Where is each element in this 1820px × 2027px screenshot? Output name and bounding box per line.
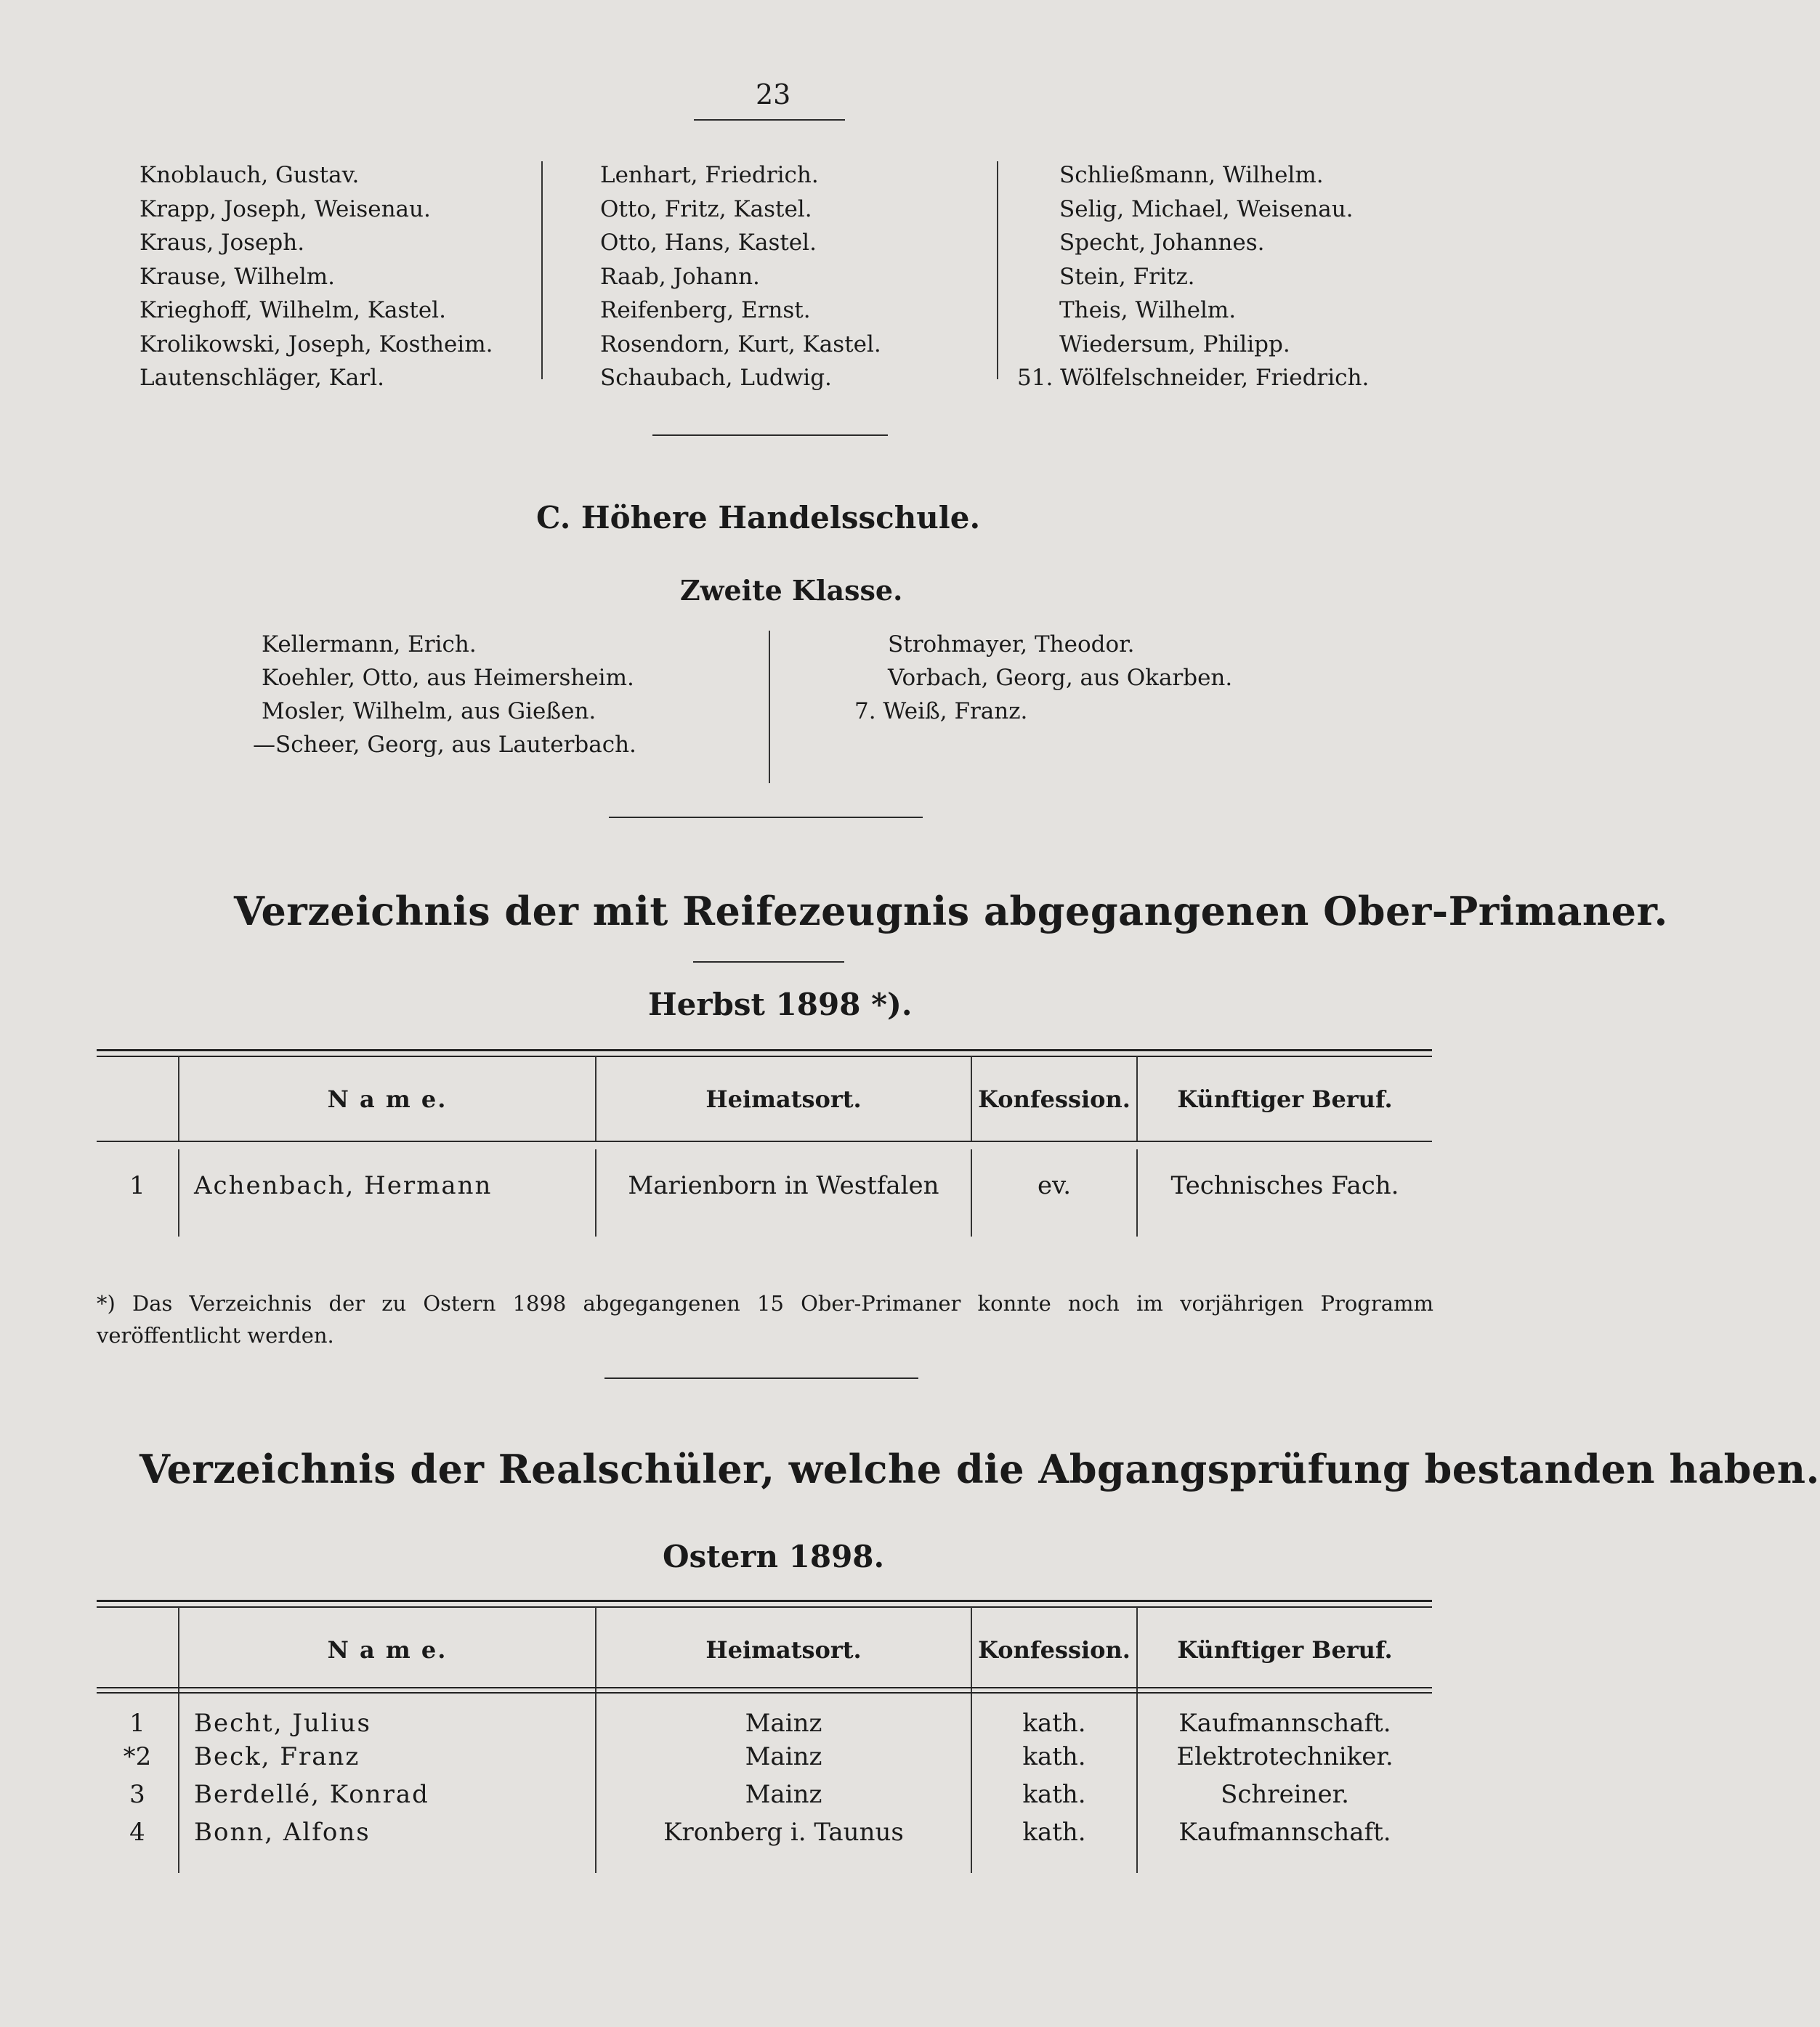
spacer-cell xyxy=(97,1142,1432,1149)
table-spacer xyxy=(97,1142,1432,1149)
row-beruf: Kaufmannschaft. xyxy=(1137,1813,1432,1851)
spacer-cell xyxy=(596,1851,971,1873)
row-konfession: ev. xyxy=(971,1149,1137,1222)
table-row xyxy=(97,1738,1432,1776)
divider xyxy=(652,434,888,436)
row-number: 4 xyxy=(129,1818,145,1847)
list-item: Krolikowski, Joseph, Kostheim. xyxy=(139,331,493,357)
row-konfession: kath. xyxy=(971,1693,1137,1738)
col-konfession-header: Konfession. xyxy=(971,1607,1137,1693)
spacer-cell xyxy=(596,1222,971,1237)
list-item: —Scheer, Georg, aus Lauterbach. xyxy=(253,732,636,758)
list-item: Strohmayer, Theodor. xyxy=(888,631,1135,658)
klasse-right-column xyxy=(854,628,1232,728)
col-number-header xyxy=(97,1056,179,1142)
table-header-rule xyxy=(97,1687,1432,1694)
spacer-cell xyxy=(971,1222,1137,1237)
col-number-header xyxy=(97,1607,179,1693)
klasse-left-column xyxy=(253,628,636,761)
column-divider xyxy=(541,161,543,379)
row-heimatsort: Mainz xyxy=(596,1693,971,1738)
list-item: Krieghoff, Wilhelm, Kastel. xyxy=(139,297,446,323)
spacer-cell xyxy=(97,1222,179,1237)
row-konfession: kath. xyxy=(971,1738,1137,1776)
row-beruf: Elektrotechniker. xyxy=(1137,1738,1432,1776)
row-konfession: kath. xyxy=(971,1776,1137,1813)
table-header-row xyxy=(97,1607,1432,1693)
list-item: Lenhart, Friedrich. xyxy=(600,162,819,188)
list-item: Mosler, Wilhelm, aus Gießen. xyxy=(262,698,596,724)
row-name: Beck, Franz xyxy=(179,1738,596,1776)
spacer-cell xyxy=(1137,1851,1432,1873)
table-row xyxy=(97,1149,1432,1222)
spacer-cell xyxy=(179,1851,596,1873)
footnote: *) Das Verzeichnis der zu Ostern 1898 abgegangenen 15 Ober-Primaner konnte noch im vorjährigen Programm veröffentlicht werden. xyxy=(97,1291,1433,1348)
list-item: Lautenschläger, Karl. xyxy=(139,365,384,391)
spacer-cell xyxy=(1137,1222,1432,1237)
table-row xyxy=(97,1693,1432,1738)
list-item: Otto, Hans, Kastel. xyxy=(600,230,817,256)
list-item: 7. Weiß, Franz. xyxy=(854,698,1028,724)
row-name: Bonn, Alfons xyxy=(179,1813,596,1851)
row-heimatsort: Mainz xyxy=(596,1776,971,1813)
spacer-cell xyxy=(97,1851,179,1873)
col-heimatsort-header: Heimatsort. xyxy=(596,1056,971,1142)
column-divider xyxy=(769,631,770,783)
list-item: Wiedersum, Philipp. xyxy=(1059,331,1290,357)
row-heimatsort: Kronberg i. Taunus xyxy=(596,1813,971,1851)
realschueler-subtitle: Ostern 1898. xyxy=(663,1539,885,1574)
row-name: Achenbach, Hermann xyxy=(179,1149,596,1222)
name-column-2 xyxy=(600,158,881,395)
col-heimatsort-header: Heimatsort. xyxy=(596,1607,971,1693)
row-number: 1 xyxy=(129,1709,145,1738)
table-row xyxy=(97,1776,1432,1813)
row-number: 1 xyxy=(129,1171,145,1200)
realschueler-title: Verzeichnis der Realschüler, welche die Abgangsprüfung bestanden haben. xyxy=(139,1446,1820,1492)
reifezeugnis-subtitle: Herbst 1898 *). xyxy=(648,987,913,1022)
list-item: Kraus, Joseph. xyxy=(139,230,305,256)
reifezeugnis-table xyxy=(97,1056,1432,1237)
row-heimatsort: Marienborn in Westfalen xyxy=(596,1149,971,1222)
realschueler-table xyxy=(97,1607,1432,1873)
row-heimatsort: Mainz xyxy=(596,1738,971,1776)
list-item: Krapp, Joseph, Weisenau. xyxy=(139,195,431,222)
col-beruf-header: Künftiger Beruf. xyxy=(1137,1056,1432,1142)
row-beruf: Schreiner. xyxy=(1137,1776,1432,1813)
col-name-header: N a m e. xyxy=(179,1056,596,1142)
table-spacer xyxy=(97,1222,1432,1237)
list-item: Rosendorn, Kurt, Kastel. xyxy=(600,331,881,357)
list-item: Reifenberg, Ernst. xyxy=(600,297,811,323)
list-item: Krause, Wilhelm. xyxy=(139,263,336,290)
list-item: Kellermann, Erich. xyxy=(262,631,477,658)
row-beruf: Technisches Fach. xyxy=(1137,1149,1432,1222)
name-column-1 xyxy=(139,158,493,395)
divider xyxy=(693,961,844,963)
column-divider xyxy=(997,161,998,379)
name-column-3 xyxy=(1017,158,1369,395)
col-beruf-header: Künftiger Beruf. xyxy=(1137,1607,1432,1693)
table-header-row xyxy=(97,1056,1432,1142)
list-item: 51. Wölfelschneider, Friedrich. xyxy=(1017,365,1370,391)
list-item: Otto, Fritz, Kastel. xyxy=(600,195,812,222)
section-title: C. Höhere Handelsschule. xyxy=(536,500,981,535)
list-item: Raab, Johann. xyxy=(600,263,760,290)
row-name: Berdellé, Konrad xyxy=(179,1776,596,1813)
list-item: Koehler, Otto, aus Heimersheim. xyxy=(262,665,634,691)
divider xyxy=(609,817,923,818)
list-item: Selig, Michael, Weisenau. xyxy=(1059,195,1354,222)
col-name-header: N a m e. xyxy=(179,1607,596,1693)
page-number: 23 xyxy=(756,78,791,110)
reifezeugnis-title: Verzeichnis der mit Reifezeugnis abgegangenen Ober-Primaner. xyxy=(234,888,1668,934)
section-subtitle: Zweite Klasse. xyxy=(680,574,903,607)
spacer-cell xyxy=(179,1222,596,1237)
spacer-cell xyxy=(971,1851,1137,1873)
row-number: *2 xyxy=(123,1742,152,1771)
table-spacer xyxy=(97,1851,1432,1873)
divider xyxy=(604,1377,918,1379)
list-item: Knoblauch, Gustav. xyxy=(139,162,360,188)
row-konfession: kath. xyxy=(971,1813,1137,1851)
list-item: Theis, Wilhelm. xyxy=(1059,297,1237,323)
divider xyxy=(694,119,845,121)
row-number: 3 xyxy=(129,1780,145,1809)
table-header-rule xyxy=(97,1141,1432,1142)
list-item: Schaubach, Ludwig. xyxy=(600,365,832,391)
list-item: Specht, Johannes. xyxy=(1059,230,1265,256)
table-row xyxy=(97,1813,1432,1851)
row-name: Becht, Julius xyxy=(179,1693,596,1738)
list-item: Stein, Fritz. xyxy=(1059,263,1195,290)
list-item: Schließmann, Wilhelm. xyxy=(1059,162,1324,188)
row-beruf: Kaufmannschaft. xyxy=(1137,1693,1432,1738)
list-item: Vorbach, Georg, aus Okarben. xyxy=(888,665,1233,691)
col-konfession-header: Konfession. xyxy=(971,1056,1137,1142)
